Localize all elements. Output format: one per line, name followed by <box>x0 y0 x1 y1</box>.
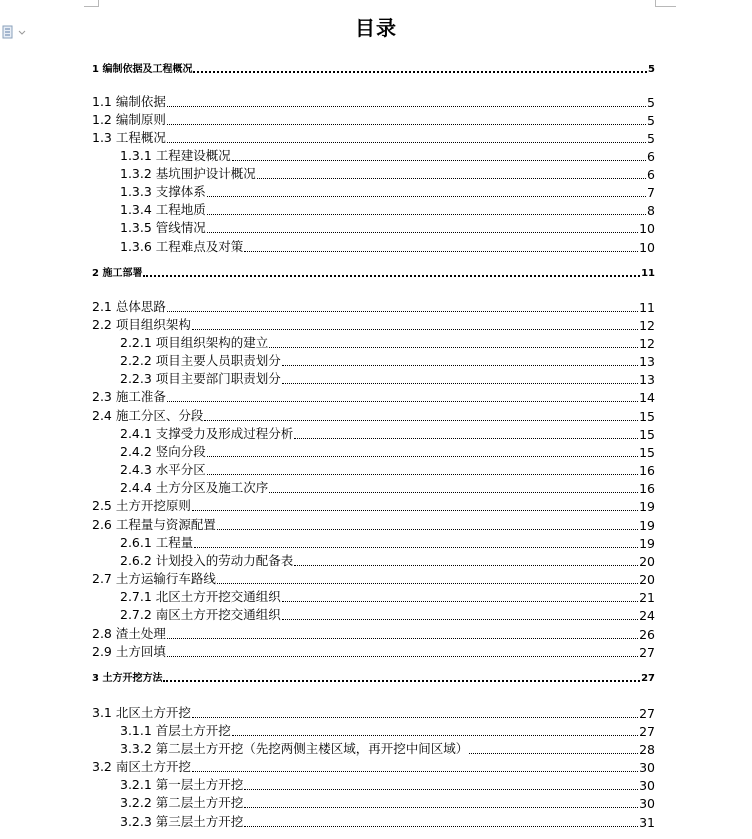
toc-entry-page-number: 19 <box>639 536 655 551</box>
toc-entry-page-number: 21 <box>639 590 655 605</box>
toc-entry[interactable] <box>92 515 655 533</box>
toc-entry[interactable] <box>92 61 655 75</box>
toc-leader-dots <box>294 438 638 439</box>
toc-entry-page-number: 8 <box>647 203 655 218</box>
toc-entry-page-number: 15 <box>639 445 655 460</box>
toc-leader-dots <box>192 329 638 330</box>
toc-entry[interactable] <box>92 424 655 442</box>
toc-entry-page-number: 30 <box>639 796 655 811</box>
toc-entry-page-number: 7 <box>647 185 655 200</box>
toc-entry[interactable] <box>92 703 655 721</box>
toc-entry[interactable] <box>92 721 655 739</box>
toc-entry[interactable] <box>92 218 655 236</box>
toc-entry-page-number: 24 <box>639 608 655 623</box>
toc-entry-label: 2.4.2 竖向分段 <box>120 444 206 459</box>
toc-leader-dots <box>217 529 638 530</box>
toc-leader-dots <box>143 275 640 277</box>
toc-leader-dots <box>257 178 646 179</box>
toc-entry-page-number: 10 <box>639 221 655 236</box>
toc-entry-label: 1.3.4 工程地质 <box>120 202 206 217</box>
toc-entry-label: 1.3.2 基坑围护设计概况 <box>120 166 256 181</box>
toc-entry[interactable] <box>92 624 655 642</box>
toc-entry[interactable] <box>92 387 655 405</box>
toc-entry-page-number: 14 <box>639 390 655 405</box>
toc-leader-dots <box>207 232 638 233</box>
toc-entry-page-number: 5 <box>647 131 655 146</box>
toc-leader-dots <box>244 251 638 252</box>
toc-entry-page-number: 27 <box>639 724 655 739</box>
toc-entry-page-number: 30 <box>639 778 655 793</box>
toc-entry-page-number: 15 <box>639 427 655 442</box>
toc-entry-label: 3.2.2 第二层土方开挖 <box>120 795 244 810</box>
toc-entry-label: 2.7.2 南区土方开挖交通组织 <box>120 607 281 622</box>
toc-leader-dots <box>282 365 638 366</box>
toc-entry-page-number: 31 <box>639 815 655 830</box>
toc-leader-dots <box>244 807 638 808</box>
toc-entry[interactable] <box>92 551 655 569</box>
toc-entry-page-number: 16 <box>639 463 655 478</box>
toc-entry[interactable] <box>92 369 655 387</box>
toc-entry-page-number: 20 <box>639 572 655 587</box>
toc-entry[interactable] <box>92 442 655 460</box>
toc-entry[interactable] <box>92 642 655 660</box>
toc-leader-dots <box>167 401 638 402</box>
toc-leader-dots <box>269 492 638 493</box>
toc-entry[interactable] <box>92 496 655 514</box>
toc-entry-label: 2.7 土方运输行车路线 <box>92 571 216 586</box>
toc-entry-page-number: 27 <box>641 673 655 684</box>
toc-entry[interactable] <box>92 146 655 164</box>
toc-leader-dots <box>192 510 638 511</box>
toc-entry[interactable] <box>92 739 655 757</box>
toc-entry-page-number: 5 <box>647 113 655 128</box>
toc-entry-label: 3.1.1 首层土方开挖 <box>120 723 231 738</box>
toc-entry-label: 3.3.2 第二层土方开挖（先挖两侧主楼区域，再开挖中间区域） <box>120 741 469 756</box>
toc-leader-dots <box>167 106 646 107</box>
toc-entry-label: 2.9 土方回填 <box>92 644 166 659</box>
toc-entry[interactable] <box>92 297 655 315</box>
toc-entry[interactable] <box>92 265 655 279</box>
toc-leader-dots <box>282 601 638 602</box>
toc-leader-dots <box>232 160 646 161</box>
toc-entry-label: 3.1 北区土方开挖 <box>92 705 191 720</box>
toc-entry-page-number: 11 <box>639 300 655 315</box>
toc-leader-dots <box>167 142 646 143</box>
toc-entry-label: 2.2.1 项目组织架构的建立 <box>120 335 269 350</box>
toc-entry-page-number: 28 <box>639 742 655 757</box>
toc-entry-page-number: 26 <box>639 627 655 642</box>
toc-entry-page-number: 19 <box>639 518 655 533</box>
toc-entry-label: 2.3 施工准备 <box>92 389 166 404</box>
toc-entry[interactable] <box>92 460 655 478</box>
toc-leader-dots <box>192 717 638 718</box>
toc-entry-label: 3.2.3 第三层土方开挖 <box>120 814 244 829</box>
toc-entry-label: 1.3.3 支撑体系 <box>120 184 206 199</box>
toc-leader-dots <box>207 214 646 215</box>
toc-entry-label: 1 编制依据及工程概况 <box>92 64 193 75</box>
toc-entry[interactable] <box>92 478 655 496</box>
toc-entry[interactable] <box>92 182 655 200</box>
toc-entry-page-number: 27 <box>639 706 655 721</box>
toc-entry-page-number: 12 <box>639 318 655 333</box>
toc-entry-label: 2.6.2 计划投入的劳动力配备表 <box>120 553 294 568</box>
toc-entry-page-number: 16 <box>639 481 655 496</box>
toc-leader-dots <box>192 771 638 772</box>
toc-entry-label: 2.6 工程量与资源配置 <box>92 517 216 532</box>
toc-title: 目录 <box>355 16 397 40</box>
toc-entry-page-number: 13 <box>639 354 655 369</box>
toc-entry-page-number: 6 <box>647 167 655 182</box>
toc-entry-label: 2.2.3 项目主要部门职责划分 <box>120 371 281 386</box>
toc-entry-page-number: 5 <box>647 95 655 110</box>
toc-entry-page-number: 15 <box>639 409 655 424</box>
toc-entry[interactable] <box>92 164 655 182</box>
toc-entry[interactable] <box>92 757 655 775</box>
toc-entry-label: 2.4.1 支撑受力及形成过程分析 <box>120 426 294 441</box>
toc-leader-dots <box>282 383 638 384</box>
toc-entry[interactable] <box>92 92 655 110</box>
toc-entry-page-number: 6 <box>647 149 655 164</box>
toc-entry-label: 2.8 渣土处理 <box>92 626 166 641</box>
toc-entry-label: 3.2.1 第一层土方开挖 <box>120 777 244 792</box>
toc-entry-label: 2 施工部署 <box>92 268 143 279</box>
toc-entry-label: 2.7.1 北区土方开挖交通组织 <box>120 589 281 604</box>
toc-entry[interactable] <box>92 793 655 811</box>
toc-leader-dots <box>282 619 638 620</box>
toc-entry-label: 1.1 编制依据 <box>92 94 166 109</box>
toc-leader-dots <box>163 680 640 682</box>
toc-leader-dots <box>204 420 638 421</box>
toc-leader-dots <box>244 826 638 827</box>
toc-leader-dots <box>207 196 646 197</box>
toc-leader-dots <box>207 474 638 475</box>
toc-entry[interactable] <box>92 315 655 333</box>
toc-leader-dots <box>194 547 638 548</box>
toc-entry[interactable] <box>92 406 655 424</box>
toc-leader-dots <box>232 735 638 736</box>
toc-leader-dots <box>167 638 638 639</box>
toc-entry-label: 2.1 总体思路 <box>92 299 166 314</box>
toc-entry[interactable] <box>92 775 655 793</box>
toc-entry-page-number: 13 <box>639 372 655 387</box>
crop-mark-top-right <box>655 0 676 7</box>
toc-leader-dots <box>217 583 638 584</box>
toc-entry-label: 1.3.1 工程建设概况 <box>120 148 231 163</box>
toc-leader-dots <box>269 347 638 348</box>
toc-entry[interactable] <box>92 569 655 587</box>
toc-entry[interactable] <box>92 128 655 146</box>
table-of-contents <box>92 0 655 839</box>
toc-entry-label: 2.4 施工分区、分段 <box>92 408 204 423</box>
toc-entry[interactable] <box>92 670 655 684</box>
toc-entry-label: 1.3.5 管线情况 <box>120 220 206 235</box>
toc-entry-page-number: 10 <box>639 240 655 255</box>
toc-entry-label: 2.2 项目组织架构 <box>92 317 191 332</box>
toc-entry-label: 3 土方开挖方法 <box>92 673 163 684</box>
toc-leader-dots <box>244 789 638 790</box>
toc-entry[interactable] <box>92 587 655 605</box>
toc-entry-label: 2.5 土方开挖原则 <box>92 498 191 513</box>
toc-entry-label: 1.3.6 工程难点及对策 <box>120 239 244 254</box>
toc-leader-dots <box>193 71 647 73</box>
toc-entry-label: 2.4.3 水平分区 <box>120 462 206 477</box>
toc-entry-page-number: 5 <box>648 64 655 75</box>
toc-entry[interactable] <box>92 237 655 255</box>
toc-entry-page-number: 20 <box>639 554 655 569</box>
toc-leader-dots <box>207 456 638 457</box>
toc-entry[interactable] <box>92 605 655 623</box>
toc-entry-page-number: 11 <box>641 268 655 279</box>
toc-entry-label: 1.2 编制原则 <box>92 112 166 127</box>
toc-entry-page-number: 19 <box>639 499 655 514</box>
toc-entry-label: 2.2.2 项目主要人员职责划分 <box>120 353 281 368</box>
toc-entry-page-number: 27 <box>639 645 655 660</box>
toc-entry[interactable] <box>92 200 655 218</box>
toc-entry[interactable] <box>92 333 655 351</box>
toc-entry[interactable] <box>92 351 655 369</box>
toc-entry-page-number: 12 <box>639 336 655 351</box>
toc-leader-dots <box>167 311 638 312</box>
toc-entry[interactable] <box>92 533 655 551</box>
toc-leader-dots <box>167 656 638 657</box>
toc-entry-label: 2.6.1 工程量 <box>120 535 194 550</box>
toc-leader-dots <box>294 565 638 566</box>
toc-entry-label: 3.2 南区土方开挖 <box>92 759 191 774</box>
toc-leader-dots <box>167 124 646 125</box>
toc-entry[interactable] <box>92 812 655 830</box>
toc-entry-page-number: 30 <box>639 760 655 775</box>
toc-entry-label: 1.3 工程概况 <box>92 130 166 145</box>
toc-entry-label: 2.4.4 土方分区及施工次序 <box>120 480 269 495</box>
toc-leader-dots <box>469 753 638 754</box>
toc-entry[interactable] <box>92 110 655 128</box>
